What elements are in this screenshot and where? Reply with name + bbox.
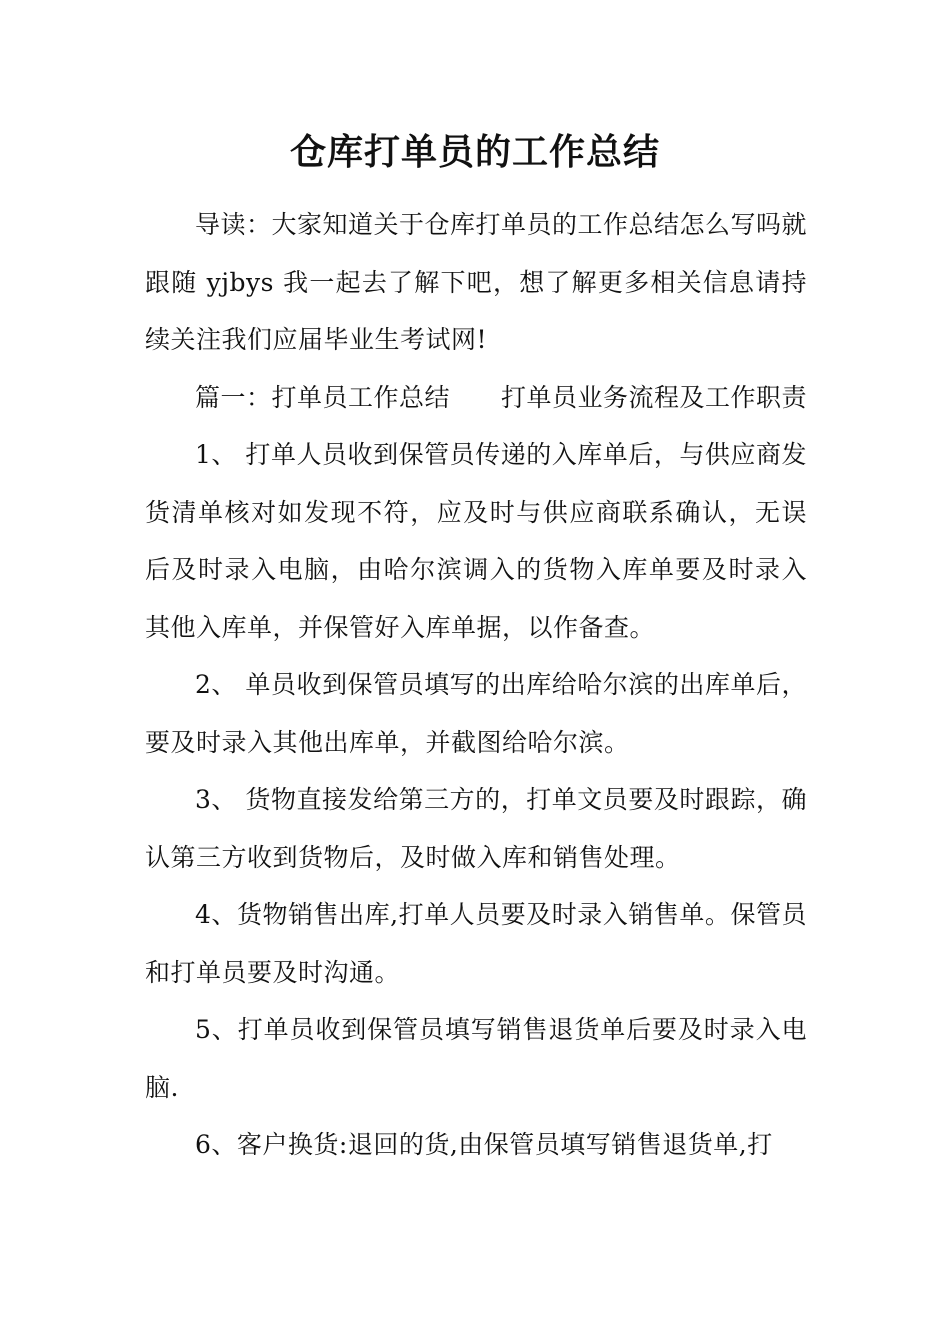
paragraph-section-heading: 篇一：打单员工作总结 打单员业务流程及工作职责 [195,382,808,412]
document-body [145,196,807,1174]
document-title: 仓库打单员的工作总结 [289,131,660,173]
paragraph-item-6: 6、客户换货:退回的货,由保管员填写销售退货单,打 [195,1130,773,1159]
paragraph-item-5: 5、打单员收到保管员填写销售退货单后要及时录入电脑. [145,1015,807,1102]
paragraph-item-1: 1、 打单人员收到保管员传递的入库单后，与供应商发货清单核对如发现不符，应及时与供应商联系确认，无误后及时录入电脑，由哈尔滨调入的货物入库单要及时录入其他入库单，并保管好入库单据，以作备查。 [145,440,807,642]
paragraph-item-4: 4、货物销售出库,打单人员要及时录入销售单。保管员和打单员要及时沟通。 [145,900,807,987]
paragraph-item-2: 2、 单员收到保管员填写的出库给哈尔滨的出库单后，要及时录入其他出库单，并截图给哈尔滨。 [145,670,807,757]
paragraph-item-3: 3、 货物直接发给第三方的，打单文员要及时跟踪，确认第三方收到货物后，及时做入库和销售处理。 [145,785,807,872]
paragraph-intro: 导读：大家知道关于仓库打单员的工作总结怎么写吗就跟随 yjbys 我一起去了解下吧，想了解更多相关信息请持续关注我们应届毕业生考试网! [145,210,808,354]
